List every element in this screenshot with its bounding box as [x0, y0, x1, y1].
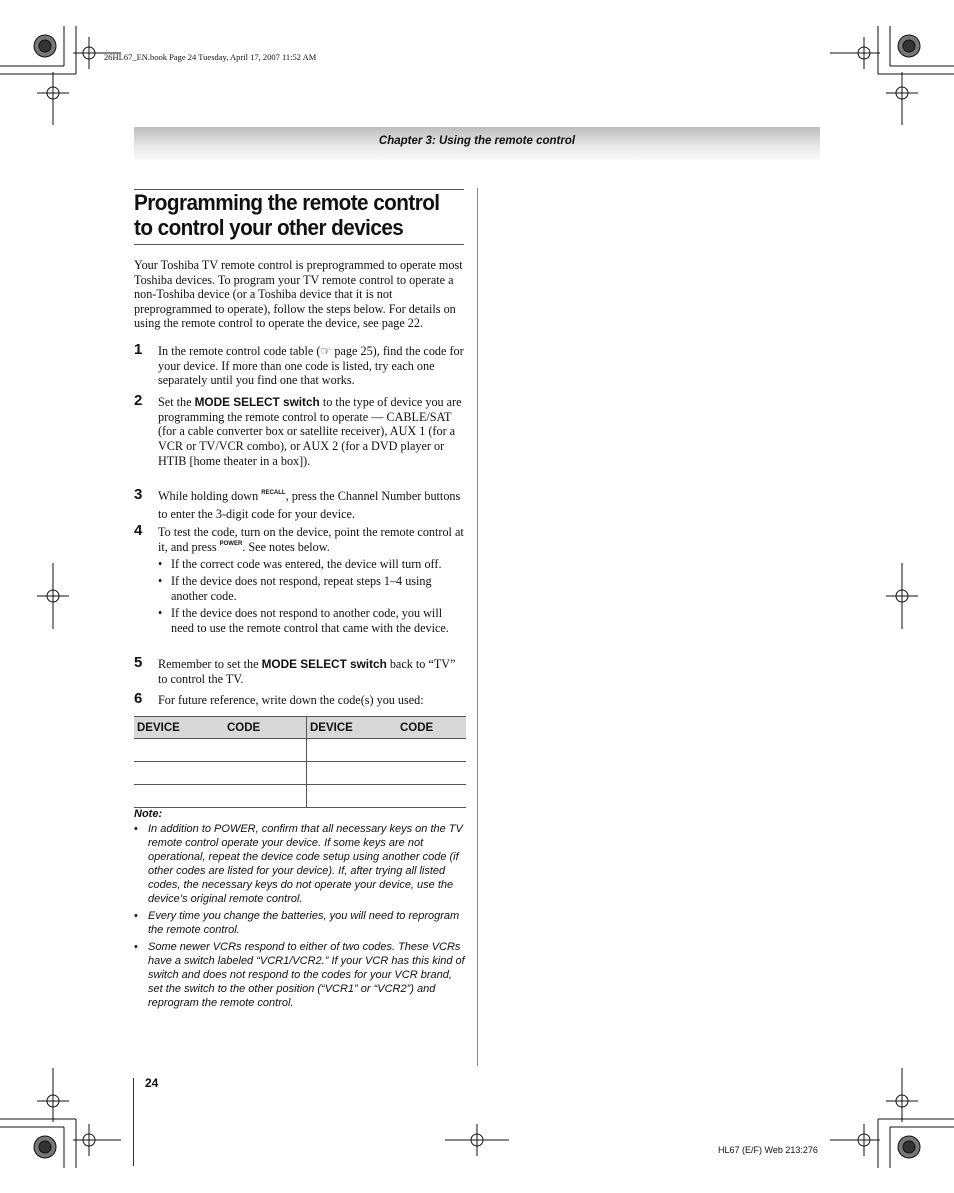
step-4-text: To test the code, turn on the device, point the remote control at it, and press $^{POWER}$. See notes below.: [158, 525, 464, 554]
bullet-icon: •: [158, 557, 163, 571]
table-row: [134, 739, 466, 762]
note-item: • In addition to POWER, confirm that all necessary keys on the TV remote control operate your device. If some keys are not operational, repeat the device code setup using another code (if other codes are listed for your device). If, after trying all listed codes, the necessary keys do not operate your device, use the device’s original remote control.: [134, 823, 463, 905]
pointing-hand-icon: ☞: [320, 344, 332, 358]
step-2-text: Set the MODE SELECT switch to the type of device you are programming the remote control to operate — CABLE/SAT (for a cable converter box or satellite receiver), AUX 1 (for a VCR or TV/VCR combo), or AUX 2 (for a DVD player or HTIB [home theater in a box]).: [158, 395, 462, 468]
page-title: [134, 190, 447, 240]
bullet-icon: •: [158, 574, 163, 588]
title-bottom-rule: [134, 244, 464, 245]
chapter-title: Chapter 3: Using the remote control: [378, 135, 576, 147]
book-info: 26HL67_EN.book Page 24 Tuesday, April 17, 2007 11:52 AM: [104, 52, 317, 62]
bullet-icon: •: [134, 823, 138, 835]
note-item: • Every time you change the batteries, you will need to reprogram the remote control.: [134, 910, 460, 936]
page-number: 24: [145, 1076, 159, 1090]
step-number: 6: [134, 690, 143, 707]
table-row: [134, 785, 466, 808]
note-heading: Note:: [134, 808, 163, 820]
list-item: • If the device does not respond to another code, you will need to use the remote control that came with the device.: [158, 606, 449, 635]
list-item: • If the device does not respond, repeat steps 1–4 using another code.: [158, 574, 432, 603]
step-5-text: Remember to set the MODE SELECT switch back to “TV” to control the TV.: [158, 657, 456, 686]
step-number: 5: [134, 654, 143, 671]
step-number: 4: [134, 522, 143, 539]
page-number-rule: [133, 1078, 134, 1166]
bullet-icon: •: [134, 941, 138, 953]
recall-button-icon: RECALL: [261, 490, 286, 496]
table-header-device: DEVICE: [134, 717, 224, 739]
bullet-icon: •: [134, 910, 138, 922]
table-header-code: CODE: [397, 717, 466, 739]
intro-paragraph: Your Toshiba TV remote control is preprogrammed to operate most Toshiba devices. To program your TV remote control to operate a non-Toshiba device (or a Toshiba device that it is not preprogrammed to operate), follow the steps below. For details on using the remote control to operate the device, see page 22.: [134, 258, 463, 330]
table-header-device: DEVICE: [307, 717, 398, 739]
bullet-icon: •: [158, 606, 163, 620]
footer-code: HL67 (E/F) Web 213:276: [718, 1145, 818, 1155]
page-title-line-2: to control your other devices: [134, 215, 404, 240]
power-button-icon: POWER: [219, 540, 243, 547]
table-header-row: [134, 717, 466, 739]
step-number: 2: [134, 392, 143, 409]
page-title-line-1: Programming the remote control: [134, 190, 440, 215]
step-number: 1: [134, 341, 143, 358]
table-header-code: CODE: [224, 717, 307, 739]
note-item: • Some newer VCRs respond to either of two codes. These VCRs have a switch labeled “VCR1/VCR2.” If your VCR has this kind of switch and does not respond to the codes for your VCR brand, set the switch to the other position (“VCR1” or “VCR2”) and reprogram the remote control.: [134, 941, 465, 1009]
device-code-table: [134, 716, 466, 808]
step-6-text: For future reference, write down the code(s) you used:: [158, 693, 424, 707]
column-divider: [477, 188, 478, 1066]
step-3-text: While holding down $^{RECALL}$, press the Channel Number buttons to enter the 3-digit code for your device.: [158, 489, 461, 521]
list-item: • If the correct code was entered, the device will turn off.: [158, 557, 442, 571]
table-row: [134, 762, 466, 785]
step-1-text: In the remote control code table (☞ page 25), find the code for your device. If more than one code is listed, try each one separately until you find one that works.: [158, 344, 464, 388]
step-number: 3: [134, 486, 143, 503]
